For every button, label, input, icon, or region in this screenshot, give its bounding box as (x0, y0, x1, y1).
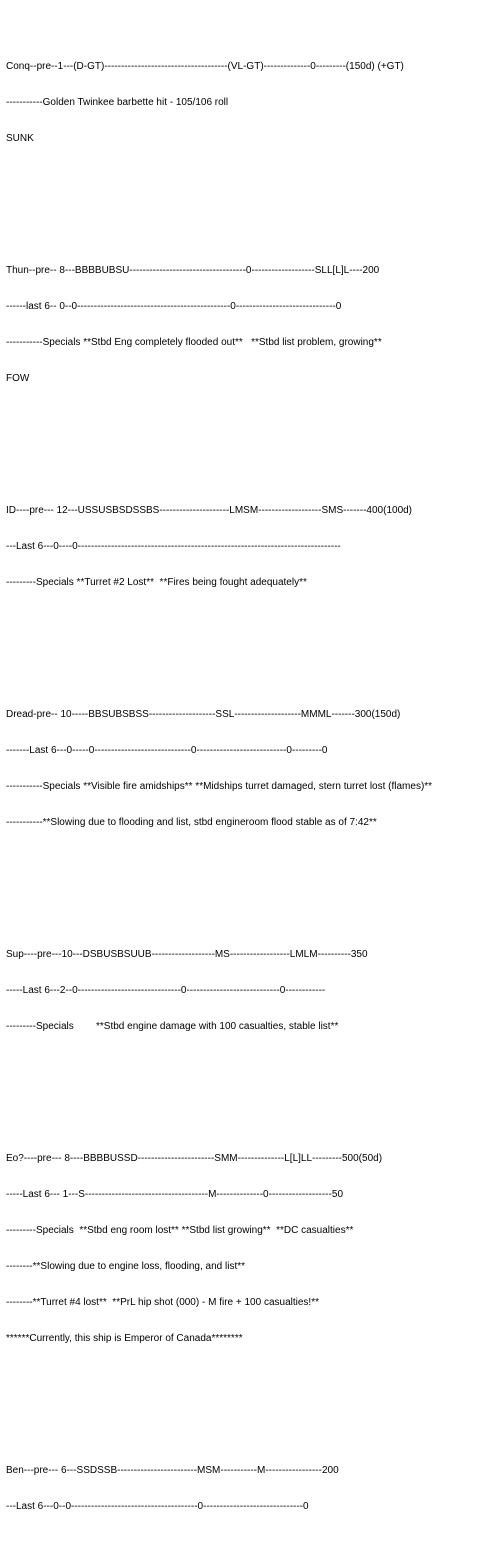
spacer (6, 637, 488, 649)
last-six-line: -----Last 6--- 1---S-------------------------------------M--------------0-------------------50 (6, 1189, 344, 1200)
note-line: --------**Slowing due to engine loss, flooding, and list** (6, 1261, 246, 1272)
specials-line: ---------Specials **Turret #2 Lost** **Fires being fought adequately** (6, 577, 307, 588)
outcome-line: FOW (6, 373, 30, 384)
note-line: -----------Golden Twinkee barbette hit - 105/106 roll (6, 97, 229, 108)
note-line: ******Currently, this ship is Emperor of Canada******** (6, 1333, 243, 1344)
last-six-line: ---Last 6---0----0------------------------------------------------------------------------------- (6, 541, 341, 552)
ship-status-line: Ben---pre--- 6---SSDSSB------------------------MSM-----------M-----------------200 (6, 1465, 339, 1476)
specials-line: ---------Specials **Stbd eng room lost** **Stbd list growing** **DC casualties** (6, 1225, 354, 1236)
spacer (6, 1393, 488, 1405)
spacer (6, 877, 488, 889)
ship-status-line: ID----pre--- 12---USSUSBSDSSBS---------------------LMSM-------------------SMS-------400(100d) (6, 505, 413, 516)
specials-line: -----------Specials **Visible fire amidships** **Midships turret damaged, stern turret lost (flames)** (6, 781, 433, 792)
ship-entry-id (6, 481, 488, 613)
ship-entry-thun (6, 241, 488, 409)
last-six-line: -----Last 6---2--0-------------------------------0----------------------------0------------ (6, 985, 326, 996)
spacer (6, 433, 488, 445)
spacer (6, 1081, 488, 1093)
ship-status-line: Conq--pre--1---(D-GT)-------------------------------------(VL-GT)--------------0---------(150d) (+GT) (6, 61, 404, 72)
last-six-line: -------Last 6---0-----0-----------------------------0---------------------------0---------0 (6, 745, 328, 756)
outcome-line: SUNK (6, 133, 34, 144)
ship-entry-dread (6, 685, 488, 853)
ship-entry-conq (6, 37, 488, 169)
specials-line: ---------Specials **Stbd engine damage with 100 casualties, stable list** (6, 1021, 339, 1032)
ship-entry-sup (6, 925, 488, 1057)
specials-line: -----------Specials **Stbd Eng completely flooded out** **Stbd list problem, growing** (6, 337, 382, 348)
last-six-line: ------last 6-- 0--0----------------------------------------------0------------------------------0 (6, 301, 342, 312)
battle-log-document (6, 1, 488, 1561)
ship-status-line: Sup----pre---10---DSBUSBSUUB-------------------MS------------------LMLM----------350 (6, 949, 368, 960)
ship-status-line: Eo?----pre--- 8----BBBBUSSD-----------------------SMM--------------L[L]LL---------500(50d) (6, 1153, 383, 1164)
note-line: -----------**Slowing due to flooding and list, stbd engineroom flood stable as of 7:42** (6, 817, 377, 828)
ship-status-line: Thun--pre-- 8---BBBBUBSU-----------------------------------0-------------------SLL[L]L----200 (6, 265, 380, 276)
spacer (6, 193, 488, 205)
ship-entry-ben (6, 1441, 488, 1537)
last-six-line: ---Last 6---0--0--------------------------------------0------------------------------0 (6, 1501, 309, 1512)
ship-status-line: Dread-pre-- 10-----BBSUBSBSS--------------------SSL--------------------MMML-------300(150d) (6, 709, 401, 720)
note-line: --------**Turret #4 lost** **PrL hip shot (000) - M fire + 100 casualties!** (6, 1297, 319, 1308)
ship-entry-eo (6, 1129, 488, 1369)
